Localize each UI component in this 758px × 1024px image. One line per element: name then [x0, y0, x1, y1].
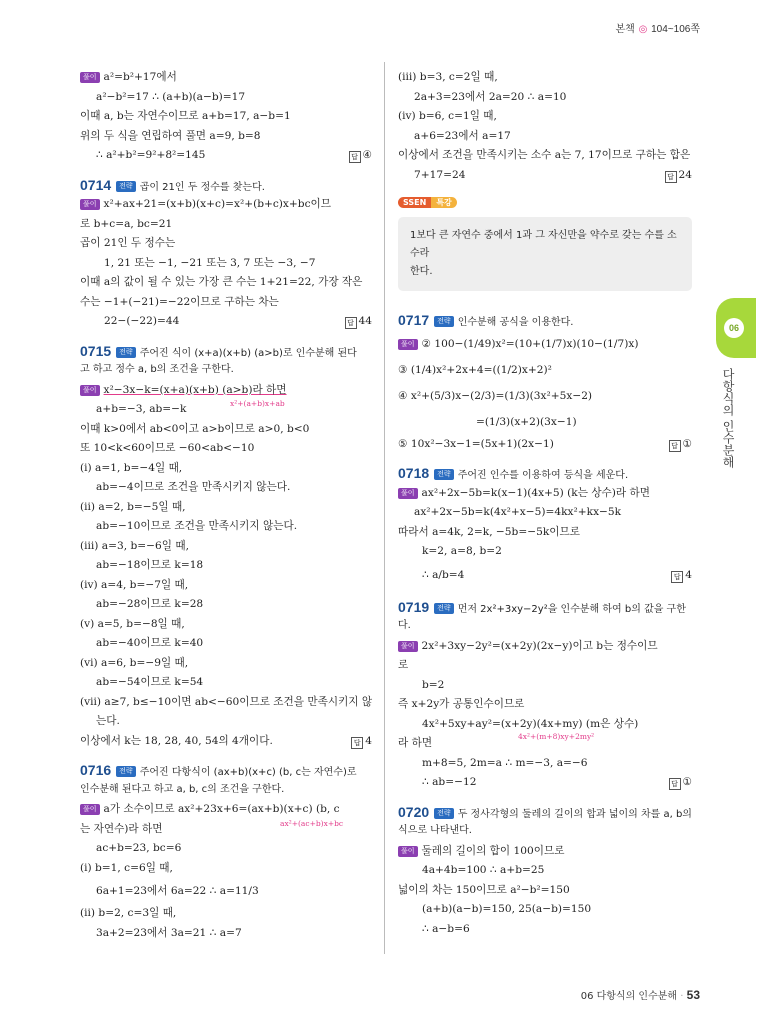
solution-line: ∴ a/b=4 답 4 — [398, 562, 692, 588]
page-header — [616, 20, 701, 35]
solution-line: 이상에서 조건을 만족시키는 소수 a는 7, 17이므로 구하는 합은 — [398, 149, 691, 161]
answer-mark: 답 4 — [671, 562, 692, 588]
left-column — [80, 68, 372, 943]
page-footer — [581, 987, 700, 1002]
chapter-tab — [716, 298, 756, 358]
solution-line: 수는 −1+(−21)=−22이므로 구하는 차는 — [80, 295, 279, 308]
solution-line: 4x²+5xy+ay²=(x+2y)(4x+my) (m은 상수) 4x²+(m+8)xy+2my² — [398, 715, 692, 735]
expansion-note: ax²+(ac+b)x+bc — [280, 818, 344, 828]
ssen-note — [398, 190, 692, 291]
chapter-number: 06 — [724, 318, 744, 338]
solution-line: 또 10<k<60이므로 −60<ab<−10 — [80, 442, 255, 454]
page-number: 53 — [686, 988, 700, 1002]
solution-line: ∴ a−b=6 — [422, 922, 470, 935]
case-line: (ⅱ) a=2, b=−5일 때, — [80, 500, 186, 513]
solution-line: (a+b)(a−b)=150, 25(a−b)=150 — [422, 903, 592, 915]
chapter-title: 다항식의 인수분해 — [721, 368, 735, 468]
ssen-text-cont: 한다. — [410, 266, 433, 277]
case-line: ab=−18이므로 k=18 — [96, 559, 204, 571]
case-line: (ⅶ) a≥7, b≤−10이면 ab<−60이므로 조건을 만족시키지 않 — [80, 695, 373, 708]
expansion-note: x²+(a+b)x+ab — [230, 399, 285, 408]
case-line: 6a+1=23에서 6a=22 ∴ a=11/3 — [96, 885, 259, 897]
case-line: (ⅲ) b=3, c=2일 때, — [398, 71, 498, 83]
footer-chapter: 06 다항식의 인수분해 — [580, 991, 678, 1002]
solution-line: 즉 x+2y가 공통인수이므로 — [398, 698, 525, 710]
case-line: a+6=23에서 a=17 — [414, 129, 511, 142]
solution-line: =(1/3)(x+2)(3x−1) — [476, 415, 577, 428]
solution-line: 풀이 a가 소수이므로 ax²+23x+6=(ax+b)(x+c) (b, c — [80, 800, 372, 820]
problem-heading-cont: 인수분해 된다고 하고 a, b, c의 조건을 구한다. — [80, 783, 285, 795]
solution-line: a²−b²=17 ∴ (a+b)(a−b)=17 — [96, 90, 246, 103]
answer-mark: 답 4 — [351, 732, 372, 752]
solution-line: a+b=−3, ab=−k x²+(a+b)x+ab — [80, 400, 372, 420]
problem-heading: 0719 전략 먼저 2x²+3xy−2y²을 인수분해 하여 b의 값을 구한 — [398, 598, 686, 615]
solution-line: 7+17=24 답 24 — [398, 166, 692, 186]
solution-line: 풀이 x²+ax+21=(x+b)(x+c)=x²+(b+c)x+bc이므 — [80, 195, 372, 215]
solution-line: b=2 — [422, 678, 445, 691]
right-column — [398, 68, 692, 939]
ssen-note-box — [398, 217, 692, 291]
answer-icon: 답 — [665, 171, 677, 183]
expansion-note: 4x²+(m+8)xy+2my² — [518, 731, 595, 741]
case-line: (ⅰ) b=1, c=6일 때, — [80, 861, 173, 874]
header-label: 본책 — [615, 24, 635, 35]
column-divider — [384, 62, 385, 954]
answer-icon: 답 — [345, 317, 357, 329]
problem-heading: 0718 전략 주어진 인수를 이용하여 등식을 세운다. — [398, 465, 629, 481]
solution-line: ④ x²+(5/3)x−(2/3)=(1/3)(3x²+5x−2) — [398, 389, 593, 402]
case-line: ab=−40이므로 k=40 — [96, 637, 204, 649]
solution-line: 풀이 둘레의 길이의 합이 100이므로 — [398, 842, 692, 862]
solution-line: ∴ ab=−12 답 ① — [398, 773, 692, 793]
answer-icon: 답 — [669, 440, 681, 452]
answer-mark: 답 24 — [665, 166, 692, 186]
problem-heading-cont: 다. — [398, 620, 411, 631]
answer-icon: 답 — [351, 737, 363, 749]
solution-line: 풀이 2x²+3xy−2y²=(x+2y)(2x−y)이고 b는 정수이므 — [398, 637, 692, 657]
pool-label: 풀이 — [80, 72, 100, 83]
case-line: (ⅵ) a=6, b=−9일 때, — [80, 656, 189, 669]
header-pages: 104~106쪽 — [651, 24, 700, 35]
problem-heading-cont: 고 하고 정수 a, b의 조건을 구한다. — [80, 364, 234, 375]
ssen-badge: SSEN 특강 — [398, 197, 457, 208]
solution-line: 는 자연수)라 하면 ax²+(ac+b)x+bc — [80, 820, 372, 840]
solution-line: 이상에서 k는 18, 28, 40, 54의 4개이다. 답 4 — [80, 732, 372, 752]
answer-mark: 답 44 — [345, 312, 372, 332]
solution-line: 곱이 21인 두 정수는 — [80, 237, 176, 249]
solution-line: 22−(−22)=44 답 44 — [80, 312, 372, 332]
solution-line: 라 하면 — [398, 737, 433, 749]
solution-line: ∴ a²+b²=9²+8²=145 답 ④ — [80, 146, 372, 166]
solution-line: 이때 a의 값이 될 수 있는 가장 큰 수는 1+21=22, 가장 작은 — [80, 276, 363, 288]
page-ref-icon: ◎ — [638, 24, 648, 35]
case-line: ab=−54이므로 k=54 — [96, 676, 204, 688]
problem-heading-cont: 식으로 나타낸다. — [398, 825, 472, 836]
answer-mark: 답 ① — [669, 773, 693, 793]
ssen-text: 1보다 큰 자연수 중에서 1과 그 자신만을 약수로 갖는 수를 소수라 — [410, 230, 677, 259]
answer-icon: 답 — [671, 571, 683, 583]
problem-heading: 0716 전략 주어진 다항식이 (ax+b)(x+c) (b, c는 자연수)로 — [80, 762, 357, 778]
solution-line: 4a+4b=100 ∴ a+b=25 — [422, 864, 545, 876]
answer-icon: 답 — [349, 151, 361, 163]
solution-line: 풀이 ax²+2x−5b=k(x−1)(4x+5) (k는 상수)라 하면 — [398, 484, 692, 504]
solution-line: 넓이의 차는 150이므로 a²−b²=150 — [398, 883, 570, 896]
solution-line: 풀이 a²=b²+17에서 — [80, 68, 372, 88]
solution-line: ac+b=23, bc=6 — [96, 842, 182, 854]
solution-line: 이때 k>0에서 ab<0이고 a>b이므로 a>0, b<0 — [80, 422, 310, 435]
problem-heading: 0720 전략 두 정사각형의 둘레의 길이의 합과 넓이의 차를 a, b의 — [398, 803, 692, 820]
case-line: ab=−4이므로 조건을 만족시키지 않는다. — [96, 481, 291, 493]
problem-heading: 0715 전략 주어진 식이 (x+a)(x+b) (a>b)로 인수분해 된다 — [80, 342, 357, 359]
problem-heading: 0714 전략 곱이 21인 두 정수를 찾는다. — [80, 176, 265, 193]
case-line: (ⅱ) b=2, c=3일 때, — [80, 907, 177, 919]
footer-separator: · — [680, 991, 684, 1002]
solution-line: 1, 21 또는 −1, −21 또는 3, 7 또는 −3, −7 — [104, 256, 316, 269]
solution-line: 이때 a, b는 자연수이므로 a+b=17, a−b=1 — [80, 110, 291, 122]
problem-heading: 0717 전략 인수분해 공식을 이용한다. — [398, 312, 574, 328]
answer-icon: 답 — [669, 778, 681, 790]
solution-line: 따라서 a=4k, 2=k, −5b=−5k이므로 — [398, 525, 580, 538]
solution-line: 로 — [398, 659, 409, 671]
solution-line: 풀이 x²−3x−k=(x+a)(x+b) (a>b)라 하면 — [80, 381, 372, 401]
solution-line: ③ (1/4)x²+2x+4=((1/2)x+2)² — [398, 363, 552, 376]
case-line: 2a+3=23에서 2a=20 ∴ a=10 — [414, 90, 567, 103]
case-line: (ⅳ) a=4, b=−7일 때, — [80, 578, 189, 591]
solution-line: ax²+2x−5b=k(4x²+x−5)=4kx²+kx−5k — [414, 506, 622, 518]
case-line: ab=−28이므로 k=28 — [96, 598, 204, 610]
case-line: (ⅲ) a=3, b=−6일 때, — [80, 539, 189, 552]
solution-line: ⑤ 10x²−3x−1=(5x+1)(2x−1) 답 ① — [398, 435, 692, 455]
solution-line: 로 b+c=a, bc=21 — [80, 217, 173, 230]
case-line: (ⅴ) a=5, b=−8일 때, — [80, 617, 185, 630]
answer-mark: 답 ① — [669, 435, 693, 455]
case-line: 는다. — [96, 715, 120, 727]
case-line: (ⅰ) a=1, b=−4일 때, — [80, 461, 183, 474]
solution-line: k=2, a=8, b=2 — [422, 545, 502, 557]
case-line: 3a+2=23에서 3a=21 ∴ a=7 — [96, 926, 242, 939]
case-line: (ⅳ) b=6, c=1일 때, — [398, 110, 497, 122]
solution-line: m+8=5, 2m=a ∴ m=−3, a=−6 — [422, 756, 588, 769]
solution-line: 풀이 ② 100−(1/49)x²=(10+(1/7)x)(10−(1/7)x) — [398, 331, 692, 357]
case-line: ab=−10이므로 조건을 만족시키지 않는다. — [96, 520, 298, 532]
answer-mark: 답 ④ — [349, 146, 373, 166]
solution-line: 위의 두 식을 연립하여 풀면 a=9, b=8 — [80, 129, 261, 142]
